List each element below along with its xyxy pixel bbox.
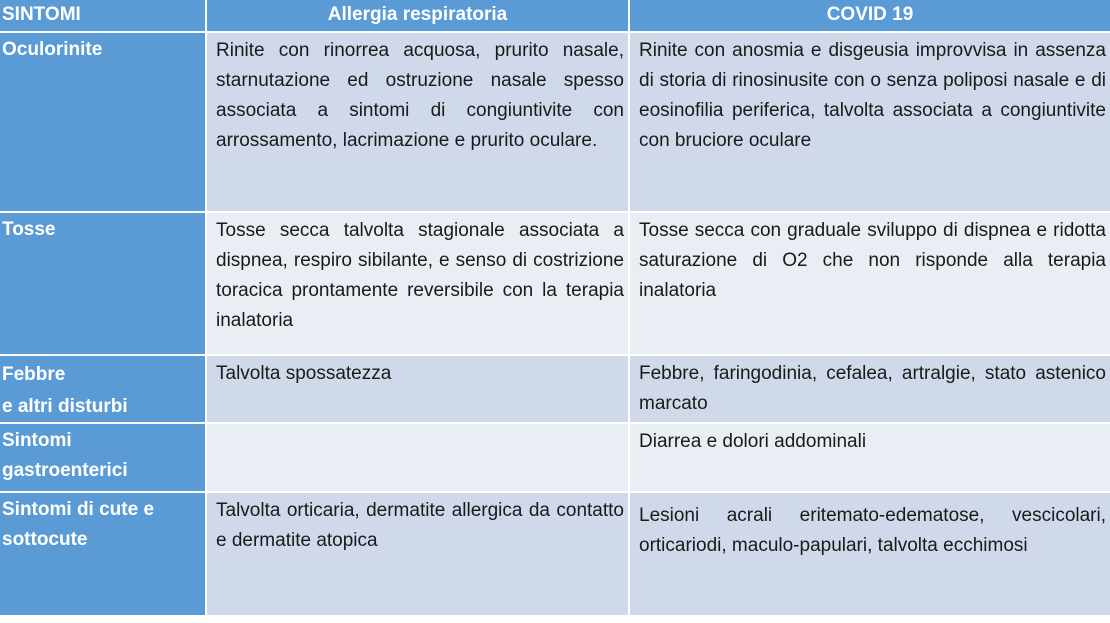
symptom-cell: Oculorinite: [0, 33, 207, 211]
covid-cell: Lesioni acrali eritemato-edematose, vescicolari, orticariodi, maculo-papulari, talvolta ecchimosi: [630, 493, 1110, 615]
symptom-cell: Sintomi gastroenterici: [0, 424, 207, 491]
symptom-cell: Sintomi di cute e sottocute: [0, 493, 207, 615]
allergy-cell: [207, 424, 630, 491]
covid-cell: Febbre, faringodinia, cefalea, artralgie, stato astenico marcato: [630, 356, 1110, 422]
header-symptoms: SINTOMI: [0, 0, 207, 31]
symptom-cell: Tosse: [0, 213, 207, 354]
table-row-gastroenterici: [0, 424, 1110, 493]
header-allergy: Allergia respiratoria: [207, 0, 630, 31]
allergy-cell: Talvolta orticaria, dermatite allergica da contatto e dermatite atopica: [207, 493, 630, 615]
symptom-line-1: Febbre: [2, 364, 66, 385]
allergy-cell: Rinite con rinorrea acquosa, prurito nasale, starnutazione ed ostruzione nasale spesso associata a sintomi di congiuntivite con arrossamento, lacrimazione e prurito oculare.: [207, 33, 630, 211]
symptom-cell: [0, 356, 207, 422]
symptom-line-2: e altri disturbi: [2, 396, 128, 417]
header-covid: COVID 19: [630, 0, 1110, 31]
covid-cell: Diarrea e dolori addominali: [630, 424, 1110, 491]
header-row: [0, 0, 1110, 33]
covid-cell: Rinite con anosmia e disgeusia improvvisa in assenza di storia di rinosinusite con o senza poliposi nasale e di eosinofilia periferica, talvolta associata a congiuntivite con bruciore oculare: [630, 33, 1110, 211]
allergy-cell: Talvolta spossatezza: [207, 356, 630, 422]
table-row-febbre: [0, 356, 1110, 424]
table-row-tosse: [0, 213, 1110, 356]
covid-cell: Tosse secca con graduale sviluppo di dispnea e ridotta saturazione di O2 che non risponde alla terapia inalatoria: [630, 213, 1110, 354]
table-row-oculorinite: [0, 33, 1110, 213]
allergy-cell: Tosse secca talvolta stagionale associata a dispnea, respiro sibilante, e senso di costrizione toracica prontamente reversibile con la terapia inalatoria: [207, 213, 630, 354]
table-row-cute: [0, 493, 1110, 615]
